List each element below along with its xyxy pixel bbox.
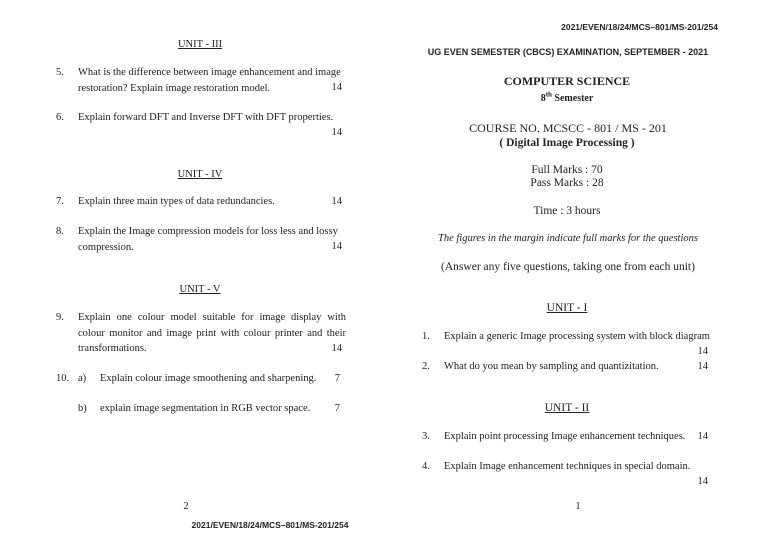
semester-word: Semester bbox=[554, 93, 594, 104]
question-text: What do you mean by sampling and quantizitation. bbox=[444, 361, 659, 372]
question-number: 4. bbox=[422, 461, 430, 472]
question-5 bbox=[56, 65, 348, 97]
question-marks: 14 bbox=[331, 127, 342, 138]
question-marks: 14 bbox=[331, 196, 342, 207]
marks-note: The figures in the margin indicate full marks for the questions bbox=[438, 233, 698, 244]
question-marks: 14 bbox=[697, 346, 708, 357]
question-9 bbox=[56, 310, 348, 358]
subquestion-marks: 7 bbox=[334, 373, 340, 384]
course-number: COURSE NO. MCSCC - 801 / MS - 201 bbox=[469, 121, 667, 135]
question-10a bbox=[56, 371, 348, 387]
question-6 bbox=[56, 110, 348, 142]
question-number: 2. bbox=[422, 361, 430, 372]
question-text: What is the difference between image enhancement and image restoration? Explain image restoration model. bbox=[78, 67, 341, 94]
page-number: 1 bbox=[575, 501, 581, 512]
semester-suffix: th bbox=[545, 90, 552, 99]
question-marks: 14 bbox=[697, 431, 708, 442]
question-number: 3. bbox=[422, 431, 430, 442]
question-marks: 14 bbox=[697, 361, 708, 372]
question-3 bbox=[422, 429, 712, 445]
question-text: Explain Image enhancement techniques in special domain. bbox=[444, 461, 691, 472]
exam-time: Time : 3 hours bbox=[533, 205, 601, 217]
exam-instruction: (Answer any five questions, taking one from each unit) bbox=[441, 261, 695, 273]
question-7 bbox=[56, 194, 348, 210]
semester bbox=[500, 90, 634, 104]
course-name: ( Digital Image Processing ) bbox=[499, 137, 635, 149]
question-number: 1. bbox=[422, 331, 430, 342]
question-text: Explain point processing Image enhancement techniques. bbox=[444, 431, 686, 442]
full-marks: Full Marks : 70 bbox=[531, 164, 603, 176]
subquestion-text: Explain colour image smoothening and sharpening. bbox=[100, 373, 317, 384]
question-number: 5. bbox=[56, 67, 64, 78]
subquestion-marks: 7 bbox=[334, 403, 340, 414]
semester-number: 8 bbox=[540, 93, 546, 104]
page-number: 2 bbox=[183, 501, 189, 512]
unit-v-heading: UNIT - V bbox=[179, 284, 221, 295]
question-number: 9. bbox=[56, 312, 64, 323]
question-number: 7. bbox=[56, 196, 64, 207]
question-number: 10. bbox=[56, 373, 70, 384]
footer-code: 2021/EVEN/18/24/MCS–801/MS-201/254 bbox=[191, 520, 349, 530]
unit-iv-heading: UNIT - IV bbox=[177, 169, 223, 180]
subquestion-label: b) bbox=[78, 403, 87, 414]
question-marks: 14 bbox=[331, 241, 342, 252]
question-text: Explain forward DFT and Inverse DFT with DFT properties. bbox=[78, 112, 334, 123]
subject-title: COMPUTER SCIENCE bbox=[503, 74, 631, 88]
question-marks: 14 bbox=[331, 82, 342, 93]
question-text: Explain a generic Image processing system with block diagram bbox=[444, 331, 710, 342]
pass-marks: Pass Marks : 28 bbox=[530, 177, 604, 189]
question-1 bbox=[422, 329, 712, 361]
question-text: Explain one colour model suitable for image display with colour monitor and image print with colour printer and their transformations. bbox=[78, 312, 346, 354]
question-10b bbox=[56, 401, 348, 417]
question-marks: 14 bbox=[331, 343, 342, 354]
question-marks: 14 bbox=[697, 476, 708, 487]
subquestion-label: a) bbox=[78, 373, 87, 384]
subquestion-text: explain image segmentation in RGB vector space. bbox=[100, 403, 311, 414]
question-8 bbox=[56, 224, 348, 256]
question-4 bbox=[422, 459, 712, 491]
unit-i-heading: UNIT - I bbox=[546, 302, 588, 314]
unit-iii-heading: UNIT - III bbox=[177, 39, 223, 50]
question-text: Explain the Image compression models for loss less and lossy compression. bbox=[78, 226, 338, 253]
question-number: 8. bbox=[56, 226, 64, 237]
question-number: 6. bbox=[56, 112, 64, 123]
exam-title: UG EVEN SEMESTER (CBCS) EXAMINATION, SEPTEMBER - 2021 bbox=[427, 47, 709, 57]
question-2 bbox=[422, 359, 712, 375]
header-code: 2021/EVEN/18/24/MCS–801/MS-201/254 bbox=[561, 22, 718, 32]
unit-ii-heading: UNIT - II bbox=[544, 402, 590, 414]
question-text: Explain three main types of data redundancies. bbox=[78, 196, 275, 207]
